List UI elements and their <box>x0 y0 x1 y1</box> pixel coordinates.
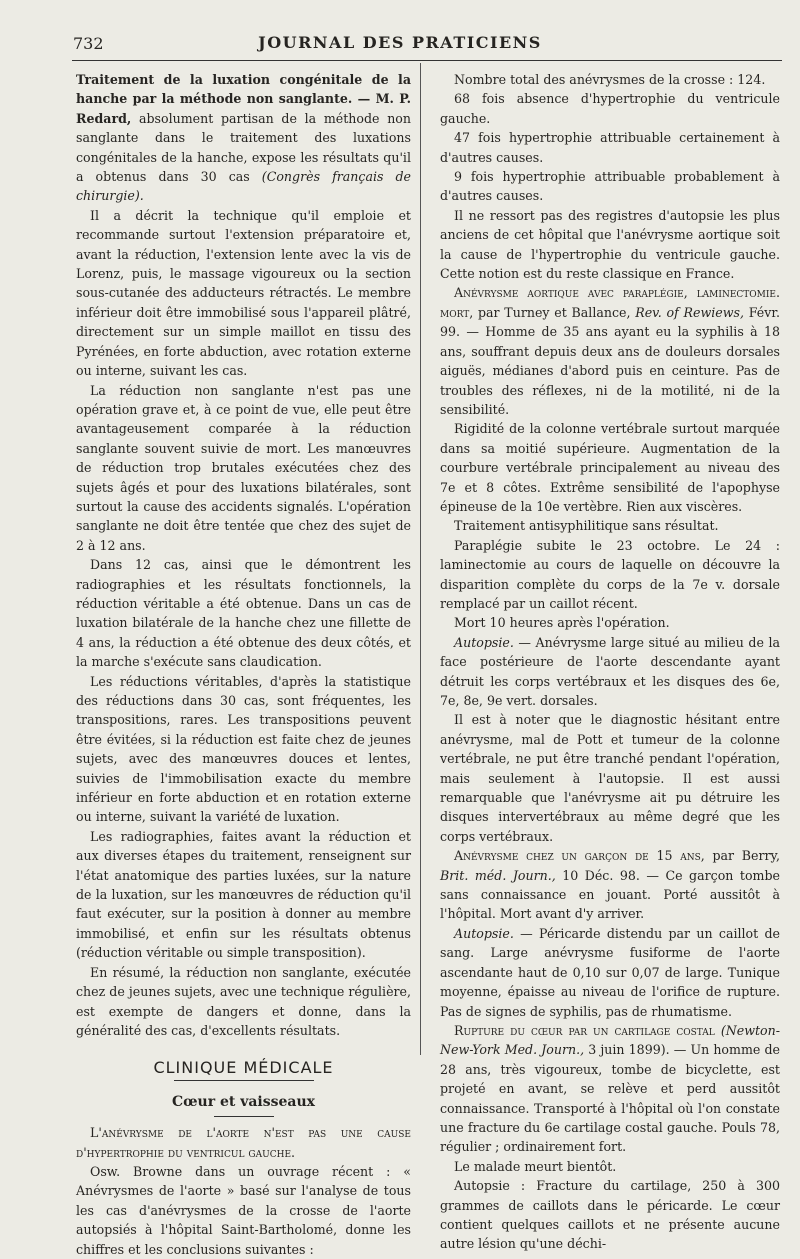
autopsy-paragraph <box>440 633 780 711</box>
article-text: — Anévrysme large situé au milieu de la face postérieure de l'aorte descendante ayant détruit les corps vertébraux et les disques des 6e, 7e, 8e, 9e vert. dorsales. <box>440 634 780 708</box>
article-heading: L'anévrysme de l'aorte n'est pas une cause d'hypertrophie du ventricul gauche. <box>76 1125 411 1160</box>
paragraph: La réduction non sanglante n'est pas une opération grave et, à ce point de vue, elle peut être avantageusement comparée à la réduction sanglante souvent suivie de mort. Les manœuvres de réduction trop brutales exécutées chez des sujets âgés et pour des luxations bilatérales, sont surtout la cause des accidents signalés. L'opération sanglante ne doit être tentée que chez des sujet de 2 à 12 ans. <box>76 382 411 553</box>
article-berry <box>440 846 780 924</box>
paragraph: Autopsie : Fracture du cartilage, 250 à 300 grammes de caillots dans le péricarde. Le cœur contient quelques caillots et ne présente aucune autre lésion qu'une déchi- <box>440 1178 780 1252</box>
subsection-underline <box>214 1116 274 1117</box>
paragraph: Osw. Browne dans un ouvrage récent : « Anévrysmes de l'aorte » basé sur l'analyse de tous les cas d'anévrysmes de la crosse de l'aorte autopsiés à l'hôpital Saint-Bartholomé, donne les chiffres et les conclusions suivantes : <box>76 1163 411 1257</box>
header-rule <box>72 60 782 61</box>
article-authors: par Turney et Ballance, <box>473 304 636 320</box>
section-underline <box>174 1080 314 1081</box>
paragraph: 47 fois hypertrophie attribuable certainement à d'autres causes. <box>440 130 780 165</box>
paragraph: Il ne ressort pas des registres d'autopsie les plus anciens de cet hôpital que l'anévrysme aortique soit la cause de l'hypertrophie du ventricule gauche. Cette notion est du reste classique en France. <box>440 207 780 282</box>
article-text: Févr. 99. — Homme de 35 ans ayant eu la syphilis à 18 ans, souffrant depuis deux ans de douleurs dorsales aiguës, médianes d'abord puis en ceinture. Pas de troubles des réflexes, ni de la motilité, ni de la sensibilité. <box>440 304 781 417</box>
article-heading: Anévrysme aortique avec paraplégie, laminectomie. mort, <box>440 285 780 320</box>
article-source: (Newton-New-York Med. Journ., <box>440 1022 780 1058</box>
paragraph: Les réductions véritables, d'après la statistique des réductions dans 30 cas, sont fréquentes, les transpositions, rares. Les transpositions peuvent être évitées, si la réduction est faite chez de jeunes sujets, avec des manœuvres douces et lentes, suivies de l'immobilisation exacte du membre inférieur en forte abduction et en rotation externe ou interne, suivant la variété de luxation. <box>76 673 411 825</box>
article-heading: Anévrysme chez un garçon de 15 ans, <box>454 848 705 864</box>
article-title: Traitement de la luxation congénitale de la hanche par la méthode non sanglante. — M. P. Redard, <box>76 72 411 126</box>
paragraph: Le malade meurt bientôt. <box>454 1158 617 1174</box>
article-text: — Péricarde distendu par un caillot de sang. Large anévrysme fusiforme de l'aorte ascendante haut de 0,10 sur 0,07 de large. Tunique moyenne, épaisse au niveau de l'orifice de rupture. Pas de signes de syphilis, pas de rhumatisme. <box>440 925 780 1019</box>
paragraph: Dans 12 cas, ainsi que le démontrent les radiographies et les résultats fonctionnels, la réduction véritable a été obtenue. Dans un cas de luxation bilatérale de la hanche chez une fillette de 4 ans, la réduction a été obtenue des deux côtés, et la marche s'exécute sans claudication. <box>76 557 411 670</box>
right-column <box>440 70 780 1254</box>
article-heading: Rupture du cœur par un cartilage costal <box>454 1022 715 1038</box>
article-source: Brit. méd. Journ., <box>440 867 556 883</box>
paragraph: Il est à noter que le diagnostic hésitant entre anévrysme, mal de Pott et tumeur de la colonne vertébrale, ne put être tranché pendant l'opération, mais seulement à l'autopsie. Il est aussi remarquable que l'anévrysme ait pu détruire les disques intervertébraux au même degré que les corps vertébraux. <box>440 712 780 844</box>
paragraph: Nombre total des anévrysmes de la crosse : 124. <box>454 72 766 87</box>
section-title: CLINIQUE MÉDICALE <box>153 1058 334 1078</box>
article-text: 10 Déc. 98. — Ce garçon tombe sans connaissance en jouant. Porté aussitôt à l'hôpital. Mort avant d'y arriver. <box>440 867 780 922</box>
paragraph: Les radiographies, faites avant la réduction et aux diverses étapes du traitement, renseignent sur l'état anatomique des parties luxées, sur la nature de la luxation, sur les manœuvres de réduction qu'il faut exécuter, sur la position à donner au membre immobilisé, et enfin sur les résultats obtenus (réduction véritable ou simple transposition). <box>76 828 411 961</box>
paragraph: Paraplégie subite le 23 octobre. Le 24 : laminectomie au cours de laquelle on découvre la disparition complète du corps de la 7e v. dorsale remplacé par un caillot récent. <box>440 537 780 611</box>
paragraph: Il a décrit la technique qu'il emploie et recommande surtout l'extension préparatoire et, avant la réduction, l'extension lente avec la vis de Lorenz, puis, le massage vigoureux ou la section sous-cutanée des adducteurs rétractés. Le membre inférieur doit être immobilisé sous l'appareil plâtré, directement sur un simple maillot en tissu des Pyrénées, en forte abduction, avec rotation externe ou interne, suivant les cas. <box>76 207 411 379</box>
paragraph: 68 fois absence d'hypertrophie du ventricule gauche. <box>440 91 780 126</box>
article-text: 3 juin 1899). — Un homme de 28 ans, très vigoureux, tombe de bicyclette, est projeté en avant, se relève et perd aussitôt connaissance. Transporté à l'hôpital où l'on constate une fracture du 6e cartilage costal gauche. Pouls 78, régulier ; ordinairement fort. <box>440 1042 780 1155</box>
paragraph: Traitement antisyphilitique sans résultat. <box>454 518 719 534</box>
autopsy-lead: Autopsie. <box>454 634 514 650</box>
left-column <box>76 70 411 1259</box>
article-authors: par Berry, <box>704 848 780 864</box>
page-number: 732 <box>73 34 104 53</box>
journal-title: JOURNAL DES PRATICIENS <box>258 33 542 52</box>
subsection-title: Cœur et vaisseaux <box>171 1093 315 1110</box>
paragraph: Mort 10 heures après l'opération. <box>454 615 670 631</box>
autopsy-lead: Autopsie. <box>454 925 514 941</box>
paragraph: 9 fois hypertrophie attribuable probablement à d'autres causes. <box>440 169 780 204</box>
paragraph: Rigidité de la colonne vertébrale surtout marquée dans sa moitié supérieure. Augmentation de la courbure vertébrale principalement au niveau des 7e et 8 côtes. Extrême sensibilité de l'apophyse épineuse de la 10e vertèbre. Rien aux viscères. <box>440 421 780 514</box>
paragraph: En résumé, la réduction non sanglante, exécutée chez de jeunes sujets, avec une technique régulière, est exempte de dangers et donne, dans la généralité des cas, d'excellents résultats. <box>76 964 411 1038</box>
article-rupture <box>440 1021 780 1157</box>
article-text: absolument partisan de la méthode non sanglante dans le traitement des luxations congénitales de la hanche, expose les résultats qu'il a obtenus dans 30 cas <box>76 110 411 185</box>
page-header <box>0 30 800 54</box>
article-paraplegie <box>440 283 780 419</box>
column-divider <box>420 63 421 1055</box>
article-redard <box>76 70 411 206</box>
article-source: Rev. of Rewiews, <box>635 304 744 320</box>
article-source: (Congrès français de chirurgie). <box>76 169 411 204</box>
autopsy-paragraph <box>440 924 780 1021</box>
